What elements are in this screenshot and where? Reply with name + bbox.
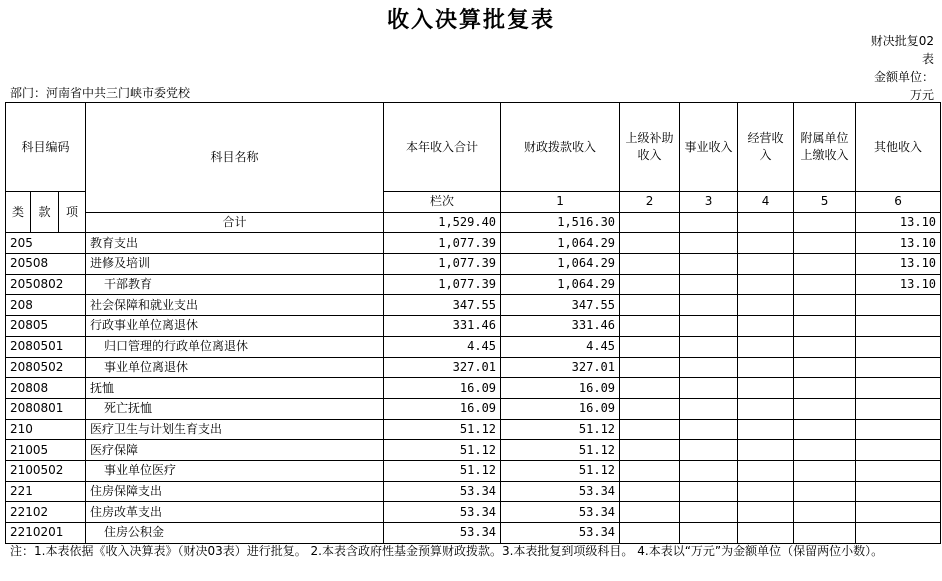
row-code: 21005 (6, 440, 86, 461)
table-row (6, 254, 941, 275)
table-row (6, 523, 941, 544)
row-superior (620, 460, 680, 481)
table-row (6, 481, 941, 502)
header-code: 科目编码 (6, 103, 86, 192)
column-number-2: 2 (620, 192, 680, 213)
row-affiliated (794, 357, 856, 378)
row-code: 205 (6, 233, 86, 254)
row-affiliated (794, 419, 856, 440)
row-operating (738, 233, 794, 254)
footnote: 注：1.本表依据《收入决算表》（财决03表）进行批复。 2.本表含政府性基金预算财政拨款。3.本表批复到项级科目。 4.本表以“万元”为金额单位（保留两位小数）。 (10, 544, 884, 558)
row-other-income (856, 502, 941, 523)
row-superior (620, 357, 680, 378)
row-business (680, 378, 738, 399)
row-other-income: 13.10 (856, 254, 941, 275)
table-row (6, 460, 941, 481)
row-name: 干部教育 (86, 274, 384, 295)
row-affiliated (794, 440, 856, 461)
row-name: 抚恤 (86, 378, 384, 399)
row-operating (738, 460, 794, 481)
department-label: 部门：河南省中共三门峡市委党校 (10, 86, 191, 100)
row-superior (620, 419, 680, 440)
form-number-line2: 表 (921, 52, 934, 66)
row-fiscal-income: 16.09 (501, 378, 620, 399)
unit-line2: 万元 (909, 88, 934, 102)
header-col2: 财政拨款收入 (501, 103, 620, 192)
row-total-income: 53.34 (384, 523, 501, 544)
row-superior (620, 254, 680, 275)
row-name: 医疗保障 (86, 440, 384, 461)
row-operating (738, 274, 794, 295)
row-affiliated (794, 316, 856, 337)
row-name: 进修及培训 (86, 254, 384, 275)
table-row (6, 316, 941, 337)
table-row (6, 502, 941, 523)
row-affiliated (794, 233, 856, 254)
row-total-income: 1,077.39 (384, 233, 501, 254)
row-name: 教育支出 (86, 233, 384, 254)
row-other-income (856, 336, 941, 357)
row-code: 2080801 (6, 398, 86, 419)
row-code: 2080502 (6, 357, 86, 378)
row-business (680, 336, 738, 357)
row-superior (620, 481, 680, 502)
table-row (6, 274, 941, 295)
row-superior (620, 316, 680, 337)
row-total-income: 51.12 (384, 419, 501, 440)
row-business (680, 419, 738, 440)
total-superior (620, 212, 680, 233)
row-business (680, 440, 738, 461)
header-col6: 附属单位上缴收入 (794, 103, 856, 192)
row-name: 事业单位离退休 (86, 357, 384, 378)
row-code: 2210201 (6, 523, 86, 544)
form-number-line1: 财决批复02 (870, 34, 934, 48)
total-label: 合计 (86, 212, 384, 233)
row-operating (738, 502, 794, 523)
row-name: 社会保障和就业支出 (86, 295, 384, 316)
total-other: 13.10 (856, 212, 941, 233)
row-fiscal-income: 51.12 (501, 460, 620, 481)
row-fiscal-income: 51.12 (501, 419, 620, 440)
table-row (6, 419, 941, 440)
row-total-income: 331.46 (384, 316, 501, 337)
row-other-income (856, 481, 941, 502)
row-operating (738, 378, 794, 399)
table-row (6, 336, 941, 357)
row-code: 2100502 (6, 460, 86, 481)
row-fiscal-income: 1,064.29 (501, 274, 620, 295)
row-affiliated (794, 336, 856, 357)
table-row (6, 398, 941, 419)
unit-line1: 金额单位： (873, 70, 934, 84)
row-business (680, 233, 738, 254)
row-fiscal-income: 331.46 (501, 316, 620, 337)
row-superior (620, 295, 680, 316)
row-business (680, 460, 738, 481)
row-name: 事业单位医疗 (86, 460, 384, 481)
header-kuan: 款 (31, 192, 59, 233)
row-affiliated (794, 523, 856, 544)
total-fiscal: 1,516.30 (501, 212, 620, 233)
unit-label (874, 68, 934, 104)
row-operating (738, 295, 794, 316)
row-other-income (856, 460, 941, 481)
row-total-income: 51.12 (384, 440, 501, 461)
row-superior (620, 336, 680, 357)
row-name: 住房公积金 (86, 523, 384, 544)
row-business (680, 481, 738, 502)
row-total-income: 53.34 (384, 502, 501, 523)
row-code: 20805 (6, 316, 86, 337)
total-income: 1,529.40 (384, 212, 501, 233)
row-affiliated (794, 274, 856, 295)
row-business (680, 357, 738, 378)
row-code: 2050802 (6, 274, 86, 295)
table-row (6, 440, 941, 461)
row-other-income (856, 440, 941, 461)
row-operating (738, 336, 794, 357)
header-row (6, 103, 941, 192)
row-affiliated (794, 398, 856, 419)
row-total-income: 1,077.39 (384, 274, 501, 295)
row-fiscal-income: 51.12 (501, 440, 620, 461)
form-number (871, 32, 934, 68)
row-affiliated (794, 254, 856, 275)
total-operating (738, 212, 794, 233)
table-row (6, 357, 941, 378)
row-code: 20508 (6, 254, 86, 275)
column-number-3: 3 (680, 192, 738, 213)
row-other-income: 13.10 (856, 274, 941, 295)
row-name: 死亡抚恤 (86, 398, 384, 419)
row-total-income: 347.55 (384, 295, 501, 316)
row-code: 221 (6, 481, 86, 502)
row-business (680, 274, 738, 295)
row-total-income: 16.09 (384, 378, 501, 399)
row-superior (620, 523, 680, 544)
income-table (5, 102, 941, 544)
row-business (680, 295, 738, 316)
row-operating (738, 481, 794, 502)
row-other-income (856, 378, 941, 399)
row-other-income (856, 523, 941, 544)
row-operating (738, 398, 794, 419)
row-total-income: 1,077.39 (384, 254, 501, 275)
row-fiscal-income: 16.09 (501, 398, 620, 419)
row-other-income (856, 419, 941, 440)
row-affiliated (794, 481, 856, 502)
row-superior (620, 440, 680, 461)
header-col3: 上级补助收入 (620, 103, 680, 192)
header-col1: 本年收入合计 (384, 103, 501, 192)
row-other-income (856, 398, 941, 419)
row-name: 行政事业单位离退休 (86, 316, 384, 337)
row-fiscal-income: 1,064.29 (501, 254, 620, 275)
page-title: 收入决算批复表 (386, 7, 555, 33)
row-superior (620, 233, 680, 254)
header-col7: 其他收入 (856, 103, 941, 192)
row-operating (738, 254, 794, 275)
row-code: 20808 (6, 378, 86, 399)
header-col4: 事业收入 (680, 103, 738, 192)
row-other-income (856, 316, 941, 337)
header-name: 科目名称 (86, 103, 384, 213)
row-superior (620, 398, 680, 419)
header-lanci: 栏次 (384, 192, 501, 213)
total-affiliated (794, 212, 856, 233)
row-operating (738, 419, 794, 440)
table-row (6, 378, 941, 399)
row-total-income: 51.12 (384, 460, 501, 481)
row-affiliated (794, 295, 856, 316)
column-number-6: 6 (856, 192, 941, 213)
row-affiliated (794, 460, 856, 481)
row-fiscal-income: 1,064.29 (501, 233, 620, 254)
row-fiscal-income: 53.34 (501, 481, 620, 502)
row-fiscal-income: 53.34 (501, 523, 620, 544)
row-total-income: 4.45 (384, 336, 501, 357)
header-col5: 经营收入 (738, 103, 794, 192)
row-operating (738, 357, 794, 378)
row-business (680, 502, 738, 523)
row-affiliated (794, 502, 856, 523)
row-affiliated (794, 378, 856, 399)
row-superior (620, 502, 680, 523)
row-operating (738, 440, 794, 461)
table-row (6, 295, 941, 316)
row-business (680, 254, 738, 275)
row-code: 22102 (6, 502, 86, 523)
row-fiscal-income: 327.01 (501, 357, 620, 378)
total-row (6, 212, 941, 233)
column-number-5: 5 (794, 192, 856, 213)
total-business (680, 212, 738, 233)
row-total-income: 327.01 (384, 357, 501, 378)
row-other-income: 13.10 (856, 233, 941, 254)
row-superior (620, 274, 680, 295)
row-total-income: 53.34 (384, 481, 501, 502)
row-code: 2080501 (6, 336, 86, 357)
row-business (680, 398, 738, 419)
row-code: 210 (6, 419, 86, 440)
row-code: 208 (6, 295, 86, 316)
row-name: 住房改革支出 (86, 502, 384, 523)
column-number-1: 1 (501, 192, 620, 213)
row-other-income (856, 295, 941, 316)
row-fiscal-income: 347.55 (501, 295, 620, 316)
row-name: 归口管理的行政单位离退休 (86, 336, 384, 357)
header-lei: 类 (6, 192, 31, 233)
row-fiscal-income: 53.34 (501, 502, 620, 523)
row-business (680, 523, 738, 544)
row-business (680, 316, 738, 337)
row-name: 住房保障支出 (86, 481, 384, 502)
table-row (6, 233, 941, 254)
column-number-4: 4 (738, 192, 794, 213)
row-total-income: 16.09 (384, 398, 501, 419)
row-name: 医疗卫生与计划生育支出 (86, 419, 384, 440)
row-other-income (856, 357, 941, 378)
row-superior (620, 378, 680, 399)
row-operating (738, 316, 794, 337)
row-operating (738, 523, 794, 544)
row-fiscal-income: 4.45 (501, 336, 620, 357)
header-xiang: 项 (59, 192, 86, 233)
